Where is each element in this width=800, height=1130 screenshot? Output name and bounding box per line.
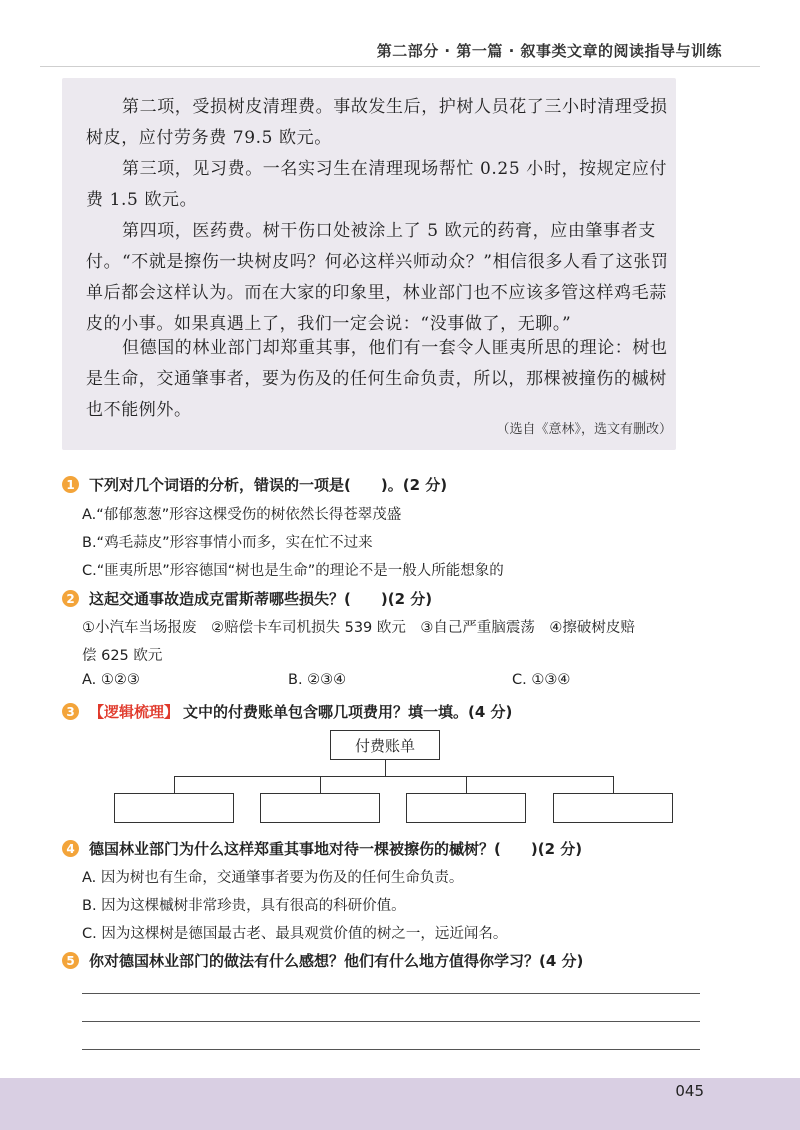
q4-option-c[interactable]: C. 因为这棵树是德国最古老、最具观赏价值的树之一，远近闻名。 [82, 926, 508, 942]
tree-connector [174, 776, 614, 777]
logic-tag: 【逻辑梳理】 [89, 703, 180, 721]
q2-option-b[interactable]: B. ②③④ [288, 672, 347, 688]
question-5 [62, 950, 583, 971]
question-text: 文中的付费账单包含哪几项费用？填一填。(4 分) [183, 703, 513, 721]
q4-option-a[interactable]: A. 因为树也有生命，交通肇事者要为伤及的任何生命负责。 [82, 870, 464, 886]
bill-item-blank-1[interactable] [114, 793, 234, 823]
question-text: 下列对几个词语的分析，错误的一项是( )。(2 分) [89, 476, 448, 494]
tree-connector [613, 776, 614, 793]
passage-paragraph-5: 但德国的林业部门却郑重其事，他们有一套令人匪夷所思的理论：树也是生命，交通肇事者，要为伤及的任何生命负责，所以，那棵被撞伤的槭树也不能例外。 [86, 338, 668, 420]
passage-paragraph-1: 第二项，受损树皮清理费。事故发生后，护树人员花了三小时清理受损树皮，应付劳务费 79.5 欧元。 [86, 97, 668, 148]
tree-connector [174, 776, 175, 793]
passage-paragraph-3: 第四项，医药费。树干伤口处被涂上了 5 欧元的药膏，应由肇事者支付。 [86, 221, 656, 272]
q2-option-c[interactable]: C. ①③④ [512, 672, 571, 688]
q2-items: ①小汽车当场报废 ②赔偿卡车司机损失 539 欧元 ③自己严重脑震荡 ④擦破树皮赔 [82, 620, 635, 636]
question-3 [62, 701, 512, 722]
bill-item-blank-4[interactable] [553, 793, 673, 823]
question-number-badge: 2 [62, 590, 79, 607]
q1-option-a[interactable]: A.“郁郁葱葱”形容这棵受伤的树依然长得苍翠茂盛 [82, 507, 402, 523]
q1-option-b[interactable]: B.“鸡毛蒜皮”形容事情小而多，实在忙不过来 [82, 535, 373, 551]
q2-option-a[interactable]: A. ①②③ [82, 672, 140, 688]
question-number-badge: 3 [62, 703, 79, 720]
bill-item-blank-2[interactable] [260, 793, 380, 823]
q1-option-c[interactable]: C.“匪夷所思”形容德国“树也是生命”的理论不是一般人所能想象的 [82, 563, 504, 579]
q4-option-b[interactable]: B. 因为这棵槭树非常珍贵，具有很高的科研价值。 [82, 898, 406, 914]
answer-line-3[interactable] [82, 1049, 700, 1050]
question-2 [62, 588, 432, 609]
question-1 [62, 474, 447, 495]
header-rule [40, 66, 760, 67]
passage-paragraph-4: “不就是擦伤一块树皮吗？何必这样兴师动众？”相信很多人看了这张罚单后都会这样认为。而在大家的印象里，林业部门也不应该多管这样鸡毛蒜皮的小事。如果真遇上了，我们一定会说：“没事做了，无聊。” [86, 252, 669, 334]
tree-connector [385, 760, 386, 776]
answer-line-2[interactable] [82, 1021, 700, 1022]
q2-items-cont: 偿 625 欧元 [82, 648, 163, 664]
question-text: 你对德国林业部门的做法有什么感想？他们有什么地方值得你学习？(4 分) [89, 952, 584, 970]
running-header: 第二部分 · 第一篇 · 叙事类文章的阅读指导与训练 [376, 42, 722, 60]
passage-paragraph-2: 第三项，见习费。一名实习生在清理现场帮忙 0.25 小时，按规定应付费 1.5 欧元。 [86, 159, 668, 210]
bill-item-blank-3[interactable] [406, 793, 526, 823]
passage-source: （选自《意林》，选文有删改） [496, 422, 672, 437]
tree-connector [466, 776, 467, 793]
question-number-badge: 1 [62, 476, 79, 493]
page-number: 045 [675, 1082, 704, 1100]
answer-line-1[interactable] [82, 993, 700, 994]
question-number-badge: 4 [62, 840, 79, 857]
question-4 [62, 838, 582, 859]
tree-connector [320, 776, 321, 793]
question-text: 德国林业部门为什么这样郑重其事地对待一棵被擦伤的槭树？( )(2 分) [89, 840, 583, 858]
question-number-badge: 5 [62, 952, 79, 969]
question-text: 这起交通事故造成克雷斯蒂哪些损失？( )(2 分) [89, 590, 433, 608]
bill-tree-root: 付费账单 [330, 730, 440, 760]
